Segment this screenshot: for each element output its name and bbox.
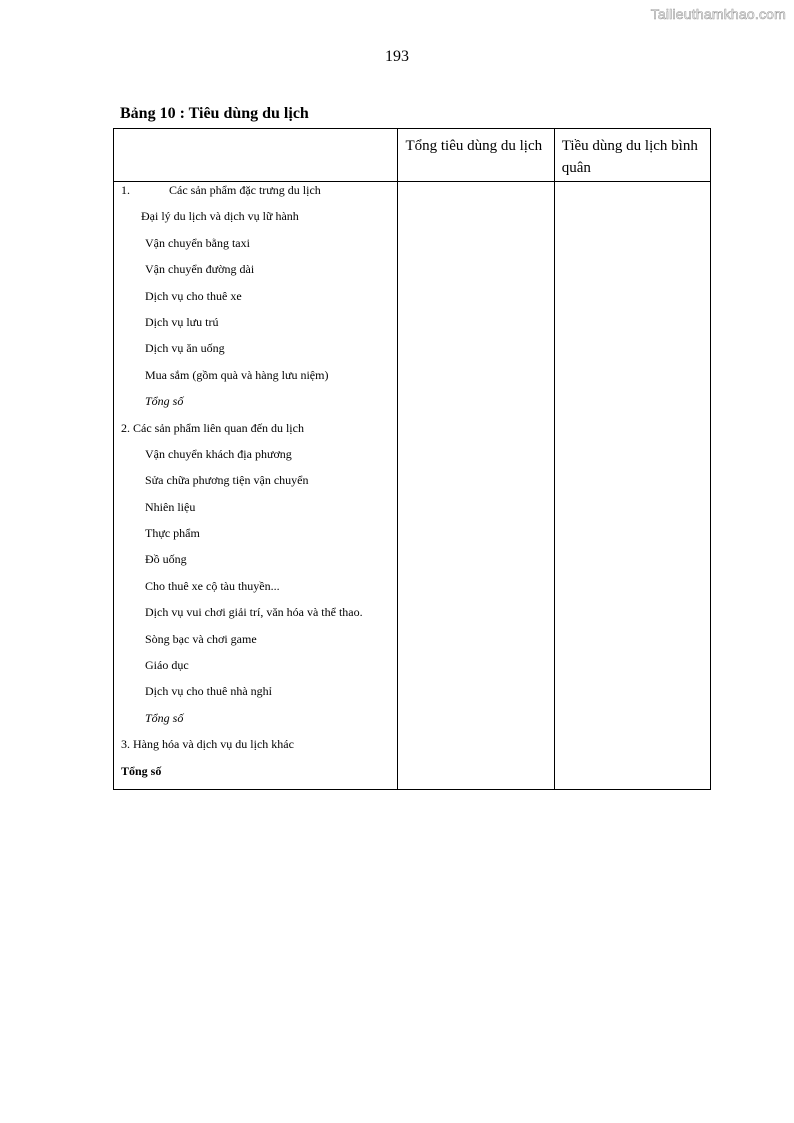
list-item: Mua sắm (gồm quà và hàng lưu niệm) — [145, 367, 329, 382]
list-item: Dịch vụ lưu trú — [145, 314, 219, 329]
header-item-text — [114, 129, 397, 135]
list-item: Vận chuyển bằng taxi — [145, 235, 250, 250]
items-column — [114, 182, 398, 790]
list-item: Dịch vụ ăn uống — [145, 341, 225, 356]
list-item: Vận chuyển đường dài — [145, 262, 255, 277]
page-number: 193 — [385, 48, 409, 65]
header-average-consumption — [554, 129, 710, 182]
list-item: Cho thuê xe cộ tàu thuyền... — [145, 578, 280, 593]
tourism-consumption-table — [113, 128, 711, 790]
list-item: Vận chuyển khách địa phương — [145, 446, 292, 461]
list-item: Giáo dục — [145, 658, 189, 673]
list-item: Dịch vụ cho thuê nhà nghỉ — [145, 684, 272, 699]
average-consumption-column — [554, 182, 710, 790]
header-item — [114, 129, 398, 182]
table-title: Bảng 10 : Tiêu dùng du lịch — [120, 105, 309, 122]
section-3-heading: 3. Hàng hóa và dịch vụ du lịch khác — [121, 737, 294, 752]
header-total-consumption — [398, 129, 554, 182]
list-item: Dịch vụ cho thuê xe — [145, 288, 242, 303]
grand-total: Tổng số — [121, 763, 162, 778]
header-total-consumption-text: Tổng tiêu dùng du lịch — [405, 138, 543, 154]
section-2-heading: 2. Các sản phẩm liên quan đến du lịch — [121, 420, 304, 435]
section-1-number: 1. — [121, 183, 130, 197]
list-item: Sòng bạc và chơi game — [145, 631, 257, 646]
list-item: Đại lý du lịch và dịch vụ lữ hành — [141, 209, 299, 224]
list-item: Thực phẩm — [145, 526, 200, 541]
list-item: Sửa chữa phương tiện vận chuyển — [145, 473, 309, 488]
list-item: Dịch vụ vui chơi giải trí, văn hóa và thể thao. — [145, 605, 363, 620]
header-average-consumption-text: Tiều dùng du lịch bình quân — [561, 138, 698, 176]
list-item: Đồ uống — [145, 552, 187, 567]
table-header-row — [114, 129, 711, 182]
table-body-row — [114, 182, 711, 790]
subtotal-1: Tổng số — [145, 394, 184, 409]
list-item: Nhiên liệu — [145, 499, 196, 514]
section-1-heading — [114, 182, 397, 208]
watermark: Tailieuthamkhao.com — [650, 6, 786, 22]
subtotal-2: Tổng số — [145, 710, 184, 725]
section-1-label: Các sản phẩm đặc trưng du lịch — [169, 183, 321, 197]
total-consumption-column — [398, 182, 554, 790]
